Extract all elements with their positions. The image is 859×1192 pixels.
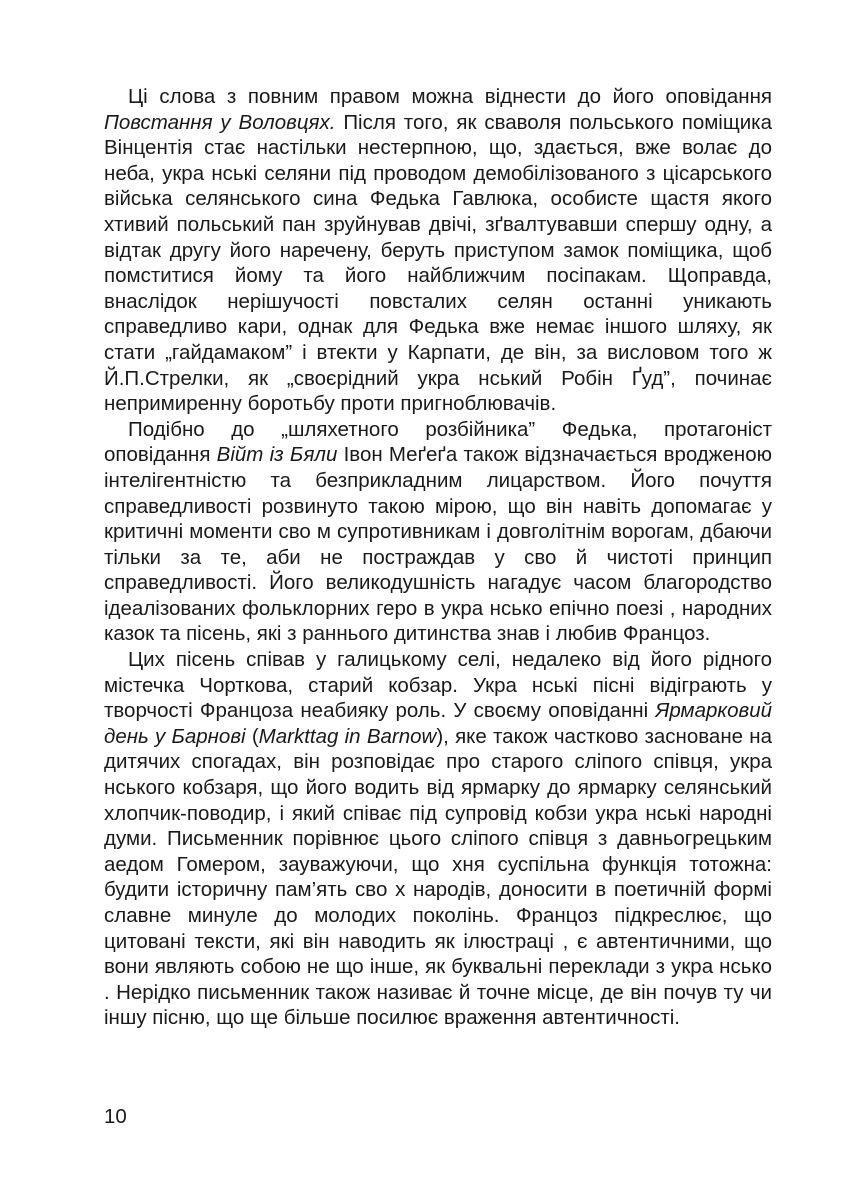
page-number: 10 xyxy=(104,1105,127,1128)
page-body xyxy=(104,84,772,1031)
para-1-text-a: Ці слова з повним правом можна віднести до його оповідання xyxy=(128,85,772,108)
para-1-text-b: Після того, як сваволя польського поміщика Вінцентія стає настільки нестерпною, що, здається, вже волає до неба, укра нські селяни під проводом демобілізованого з цісарського війська селянського сина Федька Гавлюка, особисте щастя якого хтивий польський пан зруйнував двічі, зґвалтувавши спершу одну, а відтак другу його наречену, беруть приступом замок поміщика, щоб помститися йому та його найближчим посіпакам. Щоправда, внаслідок нерішучості повсталих селян останні уникають справедливо кари, однак для Федька вже немає іншого шляху, як стати „гайдамаком” і втекти у Карпати, де він, за висловом того ж Й.П.Стрелки, як „своєрідний укра нський Робін Ґуд”, починає непримиренну боротьбу проти пригноблювачів. xyxy=(104,110,773,416)
para-3-text-a: Цих пісень співав у галицькому селі, недалеко від його рідного містечка Чорткова, старий кобзар. Укра нські пісні відіграють у творчості Францоза неабияку роль. У своєму оповіданні xyxy=(104,648,772,723)
title-iarmarkovyi-den: Ярмарковий день у Барнові xyxy=(104,699,772,748)
title-povstannia-u-volovtsiakh: Повстання у Воловцях. xyxy=(104,110,336,134)
para-3-text-c: ), яке також частково засноване на дитячих спогадах, він розповідає про старого сліпого співця, укра нського кобзаря, що його водить від ярмарку до ярмарку селянський хлопчик-поводир, і який співає під супровід кобзи укра нські народні думи. Письменник порівнює цього сліпого співця з давньогрецьким аедом Гомером, зауважуючи, що хня суспільна функція тотожна: будити історичну пам’ять сво х народів, доносити в поетичній формі славне минуле до молодих поколінь. Францоз підкреслює, що цитовані тексти, які він наводить як ілюстраці , є автентичними, що вони являють собою не що інше, як буквальні переклади з укра нсько . Нерідко письменник також називає й точне місце, де він почув ту чи іншу пісню, що ще більше посилює враження автентичності. xyxy=(104,724,772,1030)
title-viit-iz-biali: Війт із Бяли xyxy=(216,443,338,467)
para-2-text-b: Івон Меґеґа також відзначається вродженою інтелігентністю та безприкладним лицарством. Його почуття справедливості розвинуто такою мірою, що він навіть допомагає у критичні моменти сво м супротивникам і довголітнім ворогам, дбаючи тільки за те, аби не постраждав у сво й чистоті принцип справедливості. Його великодушність нагадує часом благородство ідеалізованих фольклорних геро в укра нсько епічно поезі , народних казок та пісень, які з раннього дитинства знав і любив Францоз. xyxy=(104,443,772,646)
paragraph-2 xyxy=(104,417,772,647)
para-3-text-b: ( xyxy=(245,724,259,748)
para-2-text-a: Подібно до „шляхетного розбійника” Федька, протагоніст оповідання xyxy=(104,417,772,467)
title-markttag-in-barnow: Markttag in Barnow xyxy=(258,724,437,748)
paragraph-1 xyxy=(104,84,772,417)
paragraph-3 xyxy=(104,647,772,1031)
